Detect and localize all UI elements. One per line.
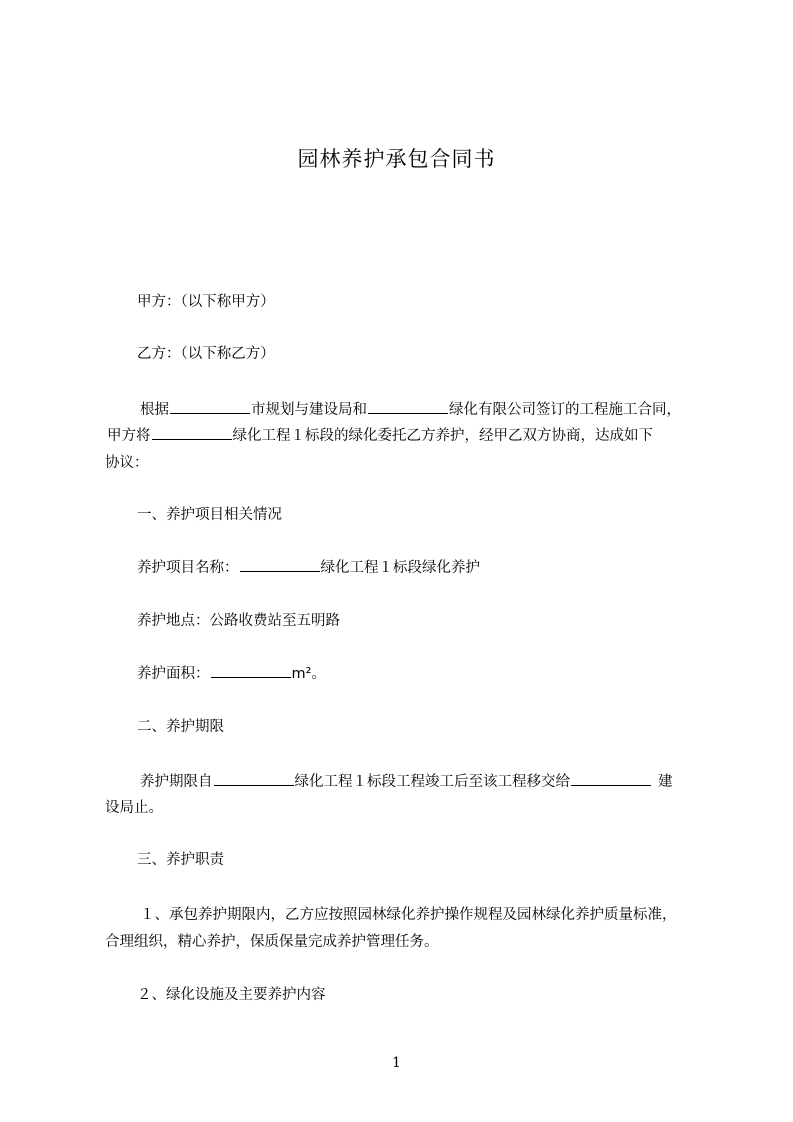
blank-field xyxy=(240,557,320,572)
intro-text-2: 市规划与建设局和 xyxy=(251,402,367,418)
intro-text-1: 根据 xyxy=(140,402,169,418)
area-line xyxy=(137,660,326,688)
intro-text-5: 绿化工程１标段的绿化委托乙方养护，经甲乙双方协商，达成如下 xyxy=(232,428,653,444)
blank-field xyxy=(211,663,291,678)
intro-line-2 xyxy=(107,422,653,450)
blank-field xyxy=(214,771,294,786)
term-text-3: 建 xyxy=(658,774,673,790)
duty-item-2: ２、绿化设施及主要养护内容 xyxy=(137,987,326,1003)
term-line-1 xyxy=(140,768,673,796)
section-2-heading: 二、养护期限 xyxy=(137,719,224,735)
term-text-1: 养护期限自 xyxy=(140,774,213,790)
blank-field xyxy=(368,399,448,414)
duty-item-1-line-2: 合理组织，精心养护，保质保量完成养护管理任务。 xyxy=(105,934,439,950)
term-line-2: 设局止。 xyxy=(105,800,163,816)
intro-line-1 xyxy=(140,396,681,424)
intro-line-3: 协议： xyxy=(105,455,149,471)
area-label: 养护面积： xyxy=(137,666,210,682)
project-name-label: 养护项目名称： xyxy=(137,560,239,576)
document-title: 园林养护承包合同书 xyxy=(297,147,496,171)
project-name-line xyxy=(137,554,480,582)
blank-field xyxy=(571,771,651,786)
intro-text-4: 甲方将 xyxy=(107,428,151,444)
intro-text-3: 绿化有限公司签订的工程施工合同， xyxy=(449,402,681,418)
section-1-heading: 一、养护项目相关情况 xyxy=(137,507,282,523)
page-number: 1 xyxy=(392,1055,401,1071)
project-name-value: 绿化工程１标段绿化养护 xyxy=(320,560,480,576)
location-line: 养护地点：公路收费站至五明路 xyxy=(137,613,340,629)
section-3-heading: 三、养护职责 xyxy=(137,852,224,868)
party-b-line: 乙方：（以下称乙方） xyxy=(137,346,275,362)
duty-item-1-line-1: １、承包养护期限内，乙方应按照园林绿化养护操作规程及园林绿化养护质量标准， xyxy=(140,907,677,923)
party-a-line: 甲方：（以下称甲方） xyxy=(137,294,275,310)
term-text-2: 绿化工程１标段工程竣工后至该工程移交给 xyxy=(294,774,570,790)
blank-field xyxy=(170,399,250,414)
blank-field xyxy=(152,425,232,440)
area-unit: m²。 xyxy=(291,666,326,682)
